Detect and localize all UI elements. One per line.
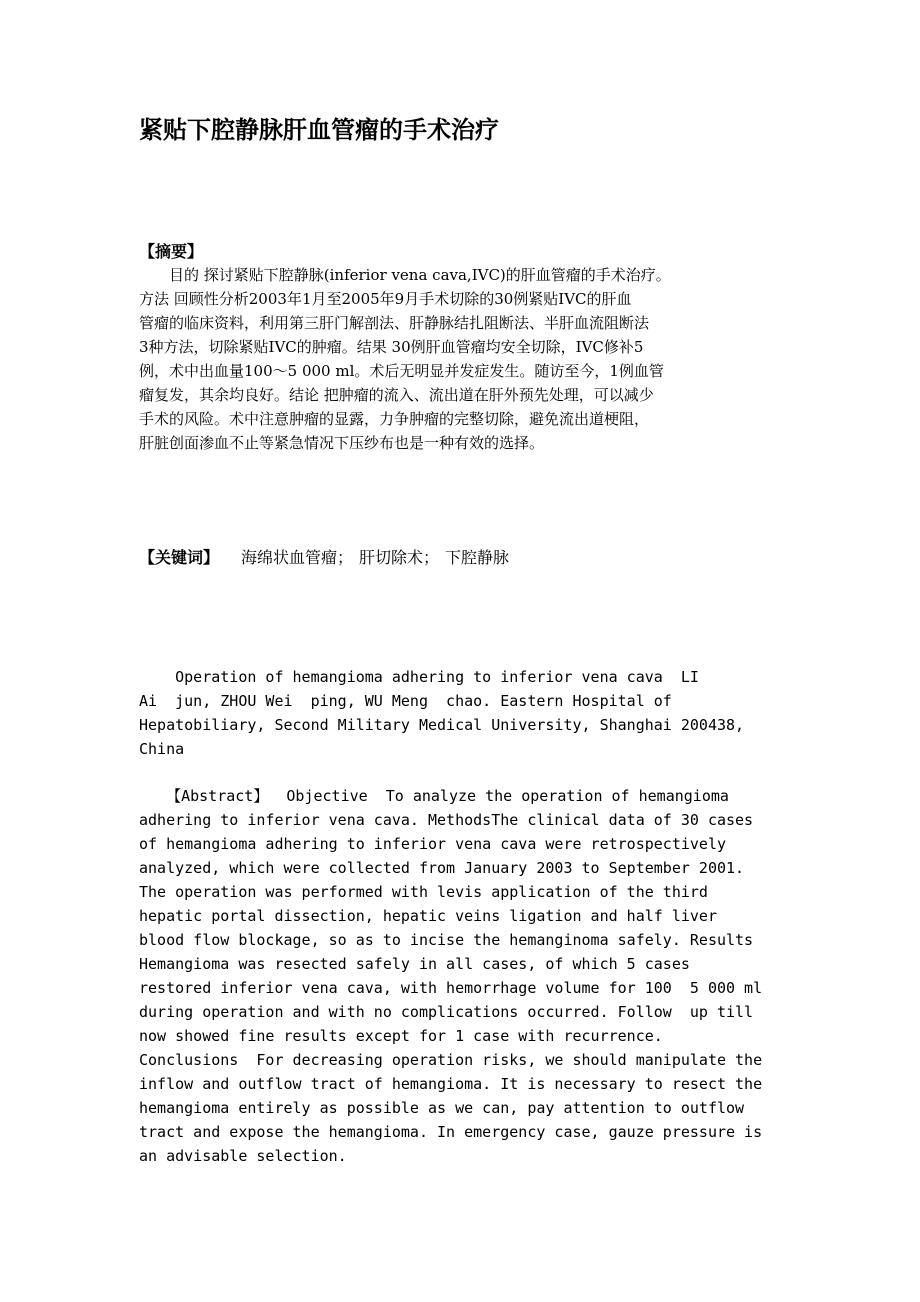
zh-keywords <box>139 548 509 568</box>
en-authors-line: Ai jun, ZHOU Wei ping, WU Meng chao. Eastern Hospital of <box>139 692 672 710</box>
zh-keywords-label: 【关键词】 <box>139 548 220 567</box>
zh-abstract-heading: 【摘要】 <box>139 242 204 261</box>
en-abstract-line: blood flow blockage, so as to incise the hemanginoma safely. Results <box>139 931 754 949</box>
en-authors-line: China <box>139 740 185 758</box>
en-abstract-line: hepatic portal dissection, hepatic veins ligation and half liver <box>139 907 717 925</box>
zh-abstract-line: 3种方法，切除紧贴IVC的肿瘤。结果 30例肝血管瘤均安全切除，IVC修补5 <box>139 338 644 356</box>
zh-abstract-line: 管瘤的临床资料，利用第三肝门解剖法、肝静脉结扎阻断法、半肝血流阻断法 <box>139 314 650 332</box>
en-authors-line: Hepatobiliary, Second Military Medical University, Shanghai 200438, <box>139 716 745 734</box>
en-abstract-line: 【Abstract】 Objective To analyze the operation of hemangioma <box>139 787 729 805</box>
zh-abstract-line: 手术的风险。术中注意肿瘤的显露，力争肿瘤的完整切除，避免流出道梗阻， <box>139 410 650 428</box>
en-abstract-line: restored inferior vena cava, with hemorrhage volume for 100 5 000 ml <box>139 979 763 997</box>
en-abstract-line: The operation was performed with levis application of the third <box>139 883 708 901</box>
zh-abstract-body <box>139 263 799 455</box>
en-title-authors <box>139 665 799 761</box>
en-abstract-line: now showed fine results except for 1 case with recurrence. <box>139 1027 663 1045</box>
zh-abstract-line: 方法 回顾性分析2003年1月至2005年9月手术切除的30例紧贴IVC的肝血 <box>139 290 632 308</box>
zh-abstract-line: 目的 探讨紧贴下腔静脉(inferior vena cava,IVC)的肝血管瘤的手术治疗。 <box>139 266 671 284</box>
keyword: 下腔静脉 <box>445 548 510 567</box>
zh-abstract-line: 肝脏创面渗血不止等紧急情况下压纱布也是一种有效的选择。 <box>139 434 545 452</box>
keyword: 肝切除术； <box>359 548 440 567</box>
en-authors-line: Operation of hemangioma adhering to inferior vena cava LI <box>139 668 699 686</box>
en-abstract-line: during operation and with no complications occurred. Follow up till <box>139 1003 754 1021</box>
zh-abstract-line: 瘤复发，其余均良好。结论 把肿瘤的流入、流出道在肝外预先处理，可以减少 <box>139 386 654 404</box>
en-abstract-line: Hemangioma was resected safely in all cases, of which 5 cases <box>139 955 690 973</box>
en-abstract-line: inflow and outflow tract of hemangioma. It is necessary to resect the <box>139 1075 763 1093</box>
en-abstract-line: an advisable selection. <box>139 1147 347 1165</box>
en-abstract-body <box>139 784 799 1168</box>
page-title: 紧贴下腔静脉肝血管瘤的手术治疗 <box>139 116 499 144</box>
en-abstract-line: of hemangioma adhering to inferior vena cava were retrospectively <box>139 835 726 853</box>
en-abstract-line: Conclusions For decreasing operation risks, we should manipulate the <box>139 1051 763 1069</box>
en-abstract-line: adhering to inferior vena cava. MethodsThe clinical data of 30 cases <box>139 811 754 829</box>
en-abstract-line: hemangioma entirely as possible as we can, pay attention to outflow <box>139 1099 745 1117</box>
en-abstract-line: analyzed, which were collected from January 2003 to September 2001. <box>139 859 745 877</box>
en-abstract-line: tract and expose the hemangioma. In emergency case, gauze pressure is <box>139 1123 763 1141</box>
zh-abstract-line: 例，术中出血量100～5 000 ml。术后无明显并发症发生。随访至今，1例血管 <box>139 362 664 380</box>
keyword: 海绵状血管瘤； <box>241 548 354 567</box>
